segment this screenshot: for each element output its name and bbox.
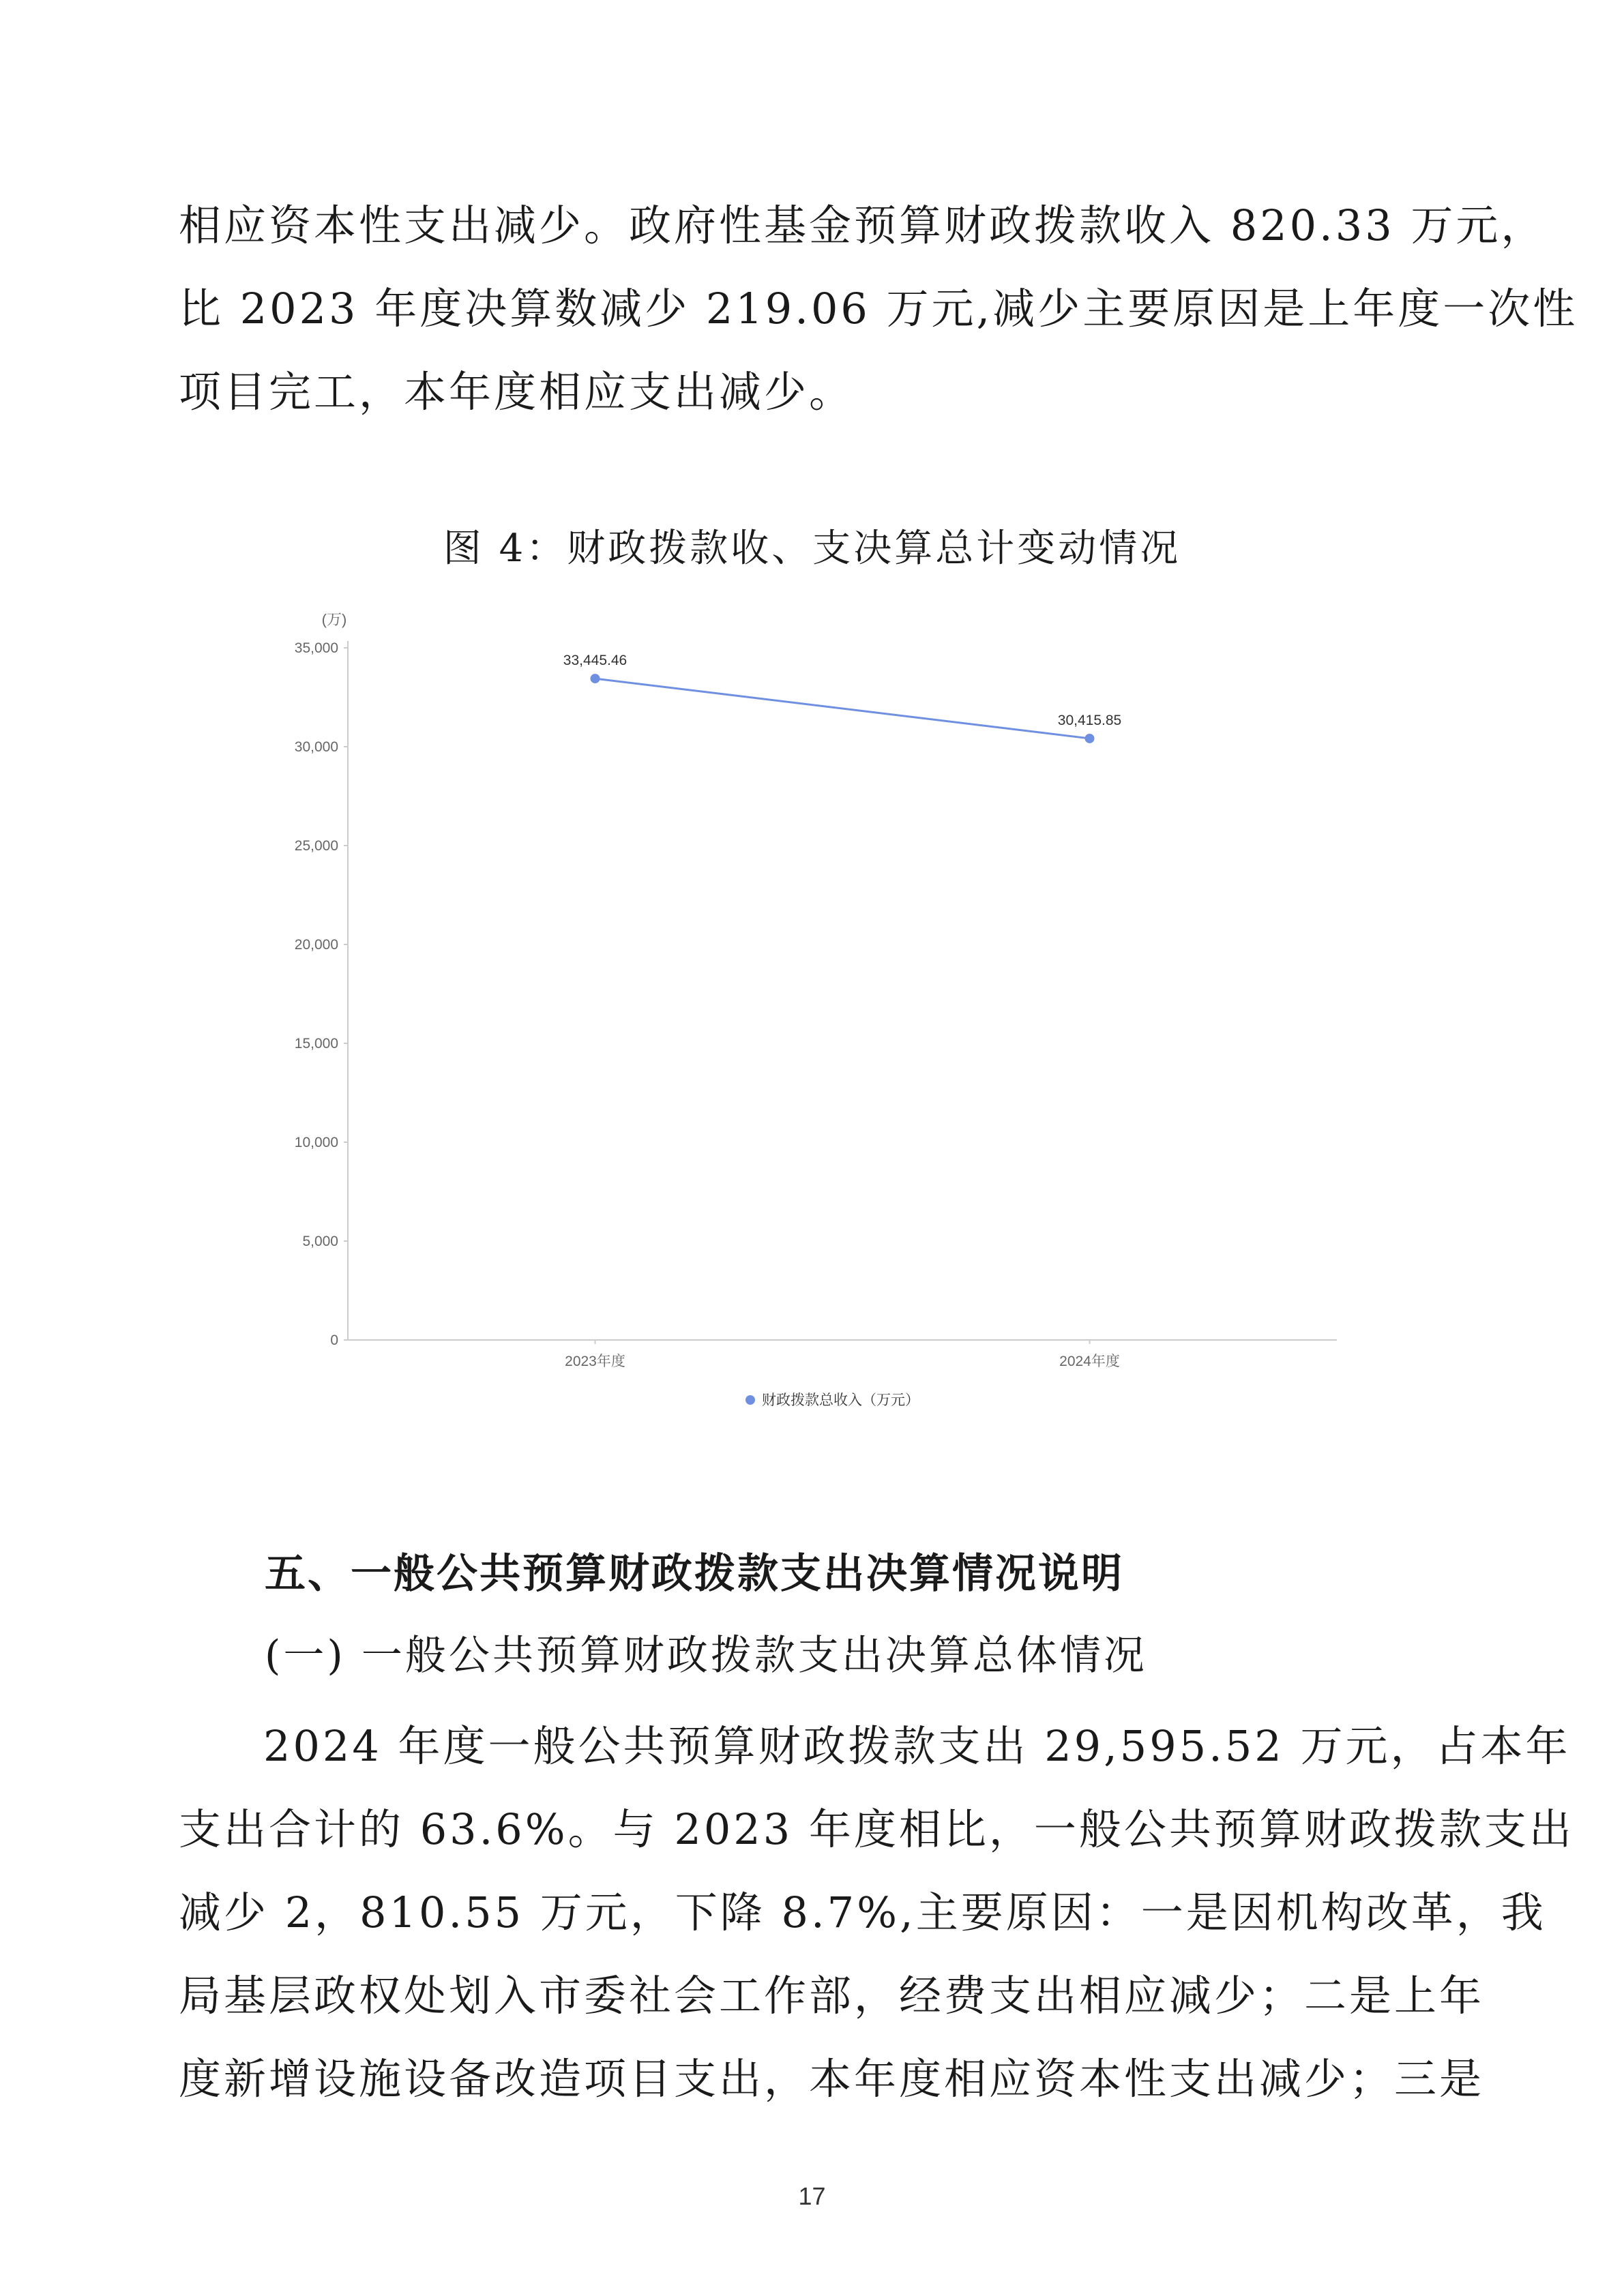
data-point bbox=[1085, 734, 1095, 743]
figure-caption: 图 4：财政拨款收、支决算总计变动情况 bbox=[443, 526, 1181, 571]
legend-marker bbox=[745, 1395, 755, 1405]
y-tick-label: 30,000 bbox=[294, 739, 338, 755]
x-tick-label: 2023年度 bbox=[565, 1354, 625, 1369]
line-chart bbox=[259, 600, 1350, 1418]
y-tick-label: 20,000 bbox=[294, 937, 338, 953]
paragraph-line: 2024 年度一般公共预算财政拨款支出 29,595.52 万元，占本年 bbox=[263, 1721, 1571, 1771]
y-tick-label: 5,000 bbox=[302, 1234, 338, 1249]
paragraph-line: 支出合计的 63.6%。与 2023 年度相比，一般公共预算财政拨款支出 bbox=[179, 1804, 1574, 1854]
y-tick-label: 15,000 bbox=[294, 1036, 338, 1052]
data-label: 30,415.85 bbox=[1057, 712, 1122, 728]
series-line bbox=[595, 679, 1090, 739]
x-tick-label: 2024年度 bbox=[1059, 1354, 1120, 1369]
y-tick-label: 0 bbox=[330, 1332, 338, 1348]
data-label: 33,445.46 bbox=[563, 653, 628, 669]
paragraph-line: 比 2023 年度决算数减少 219.06 万元,减少主要原因是上年度一次性 bbox=[179, 284, 1578, 333]
legend-label: 财政拨款总收入（万元） bbox=[762, 1392, 919, 1408]
paragraph-line: 局基层政权处划入市委社会工作部，经费支出相应减少；二是上年 bbox=[179, 1971, 1485, 2021]
y-tick-label: 25,000 bbox=[294, 838, 338, 854]
top-paragraph bbox=[179, 184, 1578, 434]
paragraph-line: 项目完工，本年度相应支出减少。 bbox=[179, 367, 855, 417]
paragraph-line: 相应资本性支出减少。政府性基金预算财政拨款收入 820.33 万元， bbox=[179, 200, 1546, 250]
y-tick-label: 35,000 bbox=[294, 640, 338, 656]
section-heading: 五、一般公共预算财政拨款支出决算情况说明 bbox=[265, 1550, 1124, 1598]
page-number: 17 bbox=[798, 2182, 826, 2210]
y-axis-unit-label: (万) bbox=[321, 611, 347, 628]
paragraph-line: 减少 2，810.55 万元，下降 8.7%,主要原因：一是因机构改革，我 bbox=[179, 1888, 1546, 1937]
body-paragraph bbox=[179, 1705, 1574, 2121]
y-tick-label: 10,000 bbox=[294, 1135, 338, 1150]
section-subheading: (一) 一般公共预算财政拨款支出决算总体情况 bbox=[265, 1632, 1147, 1680]
paragraph-line: 度新增设施设备改造项目支出，本年度相应资本性支出减少；三是 bbox=[179, 2054, 1485, 2104]
data-point bbox=[591, 674, 600, 683]
